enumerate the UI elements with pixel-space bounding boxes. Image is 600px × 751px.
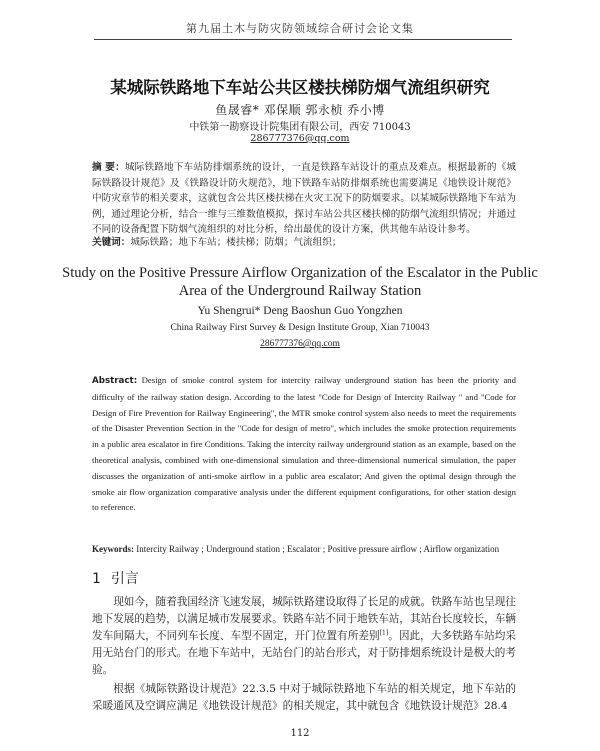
- section-heading: [92, 568, 139, 588]
- abstract-english-text: Design of smoke control system for intercity railway underground station has been the priority and difficulty of the railway station design. According to the latest "Code for Design of Intercity Railway " and "Code for Design of Fire Prevention for Railway Engineering", the MTR smoke control system also needs to meet the requirements of the Disaster Prevention Section in the "Code for design of metro", which includes the smoke protection requirements in a public area escalator in fire Conditions. Taking the intercity railway underground station as an example, based on the theoretical analysis, combined with one-dimensional simulation and three-dimensional numerical simulation, the paper discusses the organization of anti-smoke airflow in a public area escalator; And given the optimal design through the smoke air flow organization comparative analysis under the different equipment configurations, for other station design to reference.: [92, 375, 516, 513]
- authors-chinese: 鱼晟睿* 邓保顺 郭永桢 乔小博: [215, 103, 385, 117]
- affiliation-english: China Railway First Survey & Design Institute Group, Xian 710043: [170, 323, 430, 333]
- authors-english: Yu Shengrui* Deng Baoshun Guo Yongzhen: [197, 305, 403, 317]
- keywords-chinese: [92, 234, 516, 248]
- title-english-line1: Study on the Positive Pressure Airflow Organization of the Escalator in the Public: [62, 265, 538, 281]
- body-paragraph: [92, 594, 516, 679]
- keywords-english-label: Keywords:: [92, 544, 134, 554]
- abstract-chinese-label: 摘 要：: [92, 162, 125, 173]
- keywords-chinese-label: 关键词：: [92, 237, 131, 248]
- body-paragraph-1-tail: 。因此，大多铁路车站均采用无站台门的形式。在地下车站中，无站台门的站台形式，对于防排烟系统设计是极大的考验。: [92, 630, 517, 676]
- body-paragraph-1-text: 现如今，随着我国经济飞速发展，城际铁路建设取得了长足的成就。铁路车站也呈现往地下发展的趋势，以满足城市发展要求。铁路车站不同于地铁车站，其站台长度较长，车辆发车间隔大，不同列车长度、车型不固定，开门位置有所差别: [92, 596, 516, 642]
- abstract-chinese-text: 城际铁路地下车站防排烟系统的设计，一直是铁路车站设计的重点及难点。根据最新的《城际铁路设计规范》及《铁路设计防火规范》，地下铁路车站防排烟系统也需要满足《地铁设计规范》中防灾章节的相关要求，这就包含公共区楼扶梯在火灾工况下的防烟要求。以某城际铁路地下车站为例，通过理论分析，结合一维与三维数值模拟，探讨车站公共区楼扶梯的防烟气流组织情况；并通过不同的设备配置下防烟气流组织的对比分析，给出最优的设计方案，供其他车站设计参考。: [92, 162, 517, 235]
- keywords-english: [92, 544, 516, 554]
- email-english: 286777376@qq.com: [260, 339, 340, 349]
- title-chinese: 某城际铁路地下车站公共区楼扶梯防烟气流组织研究: [110, 78, 490, 97]
- keywords-chinese-text: 城际铁路；地下车站；楼扶梯；防烟；气流组织；: [130, 237, 342, 248]
- page-number: 112: [290, 728, 310, 739]
- email-chinese: 286777376@qq.com: [250, 133, 350, 144]
- abstract-chinese: [92, 160, 516, 238]
- affiliation-chinese: 中铁第一勘察设计院集团有限公司，西安 710043: [189, 122, 411, 133]
- section-title: 引言: [110, 571, 139, 587]
- section-number: 1: [92, 571, 101, 587]
- body-text: [92, 594, 516, 715]
- title-english-line2: Area of the Underground Railway Station: [178, 283, 422, 299]
- abstract-english-label: Abstract:: [92, 376, 138, 386]
- citation-ref: [1]: [379, 629, 389, 637]
- abstract-english: [92, 373, 516, 516]
- keywords-english-text: Intercity Railway ; Underground station ; Escalator ; Positive pressure airflow ; Airflow organization: [136, 544, 500, 554]
- title-english: [0, 264, 600, 300]
- body-paragraph: 根据《城际铁路设计规范》22.3.5 中对于城际铁路地下车站的相关规定，地下车站的采暖通风及空调应满足《地铁设计规范》的相关规定，其中就包含《地铁设计规范》28.4: [92, 683, 516, 712]
- running-head: 第九届土木与防灾防领域综合研讨会论文集: [186, 22, 414, 35]
- header-rule: [94, 39, 512, 40]
